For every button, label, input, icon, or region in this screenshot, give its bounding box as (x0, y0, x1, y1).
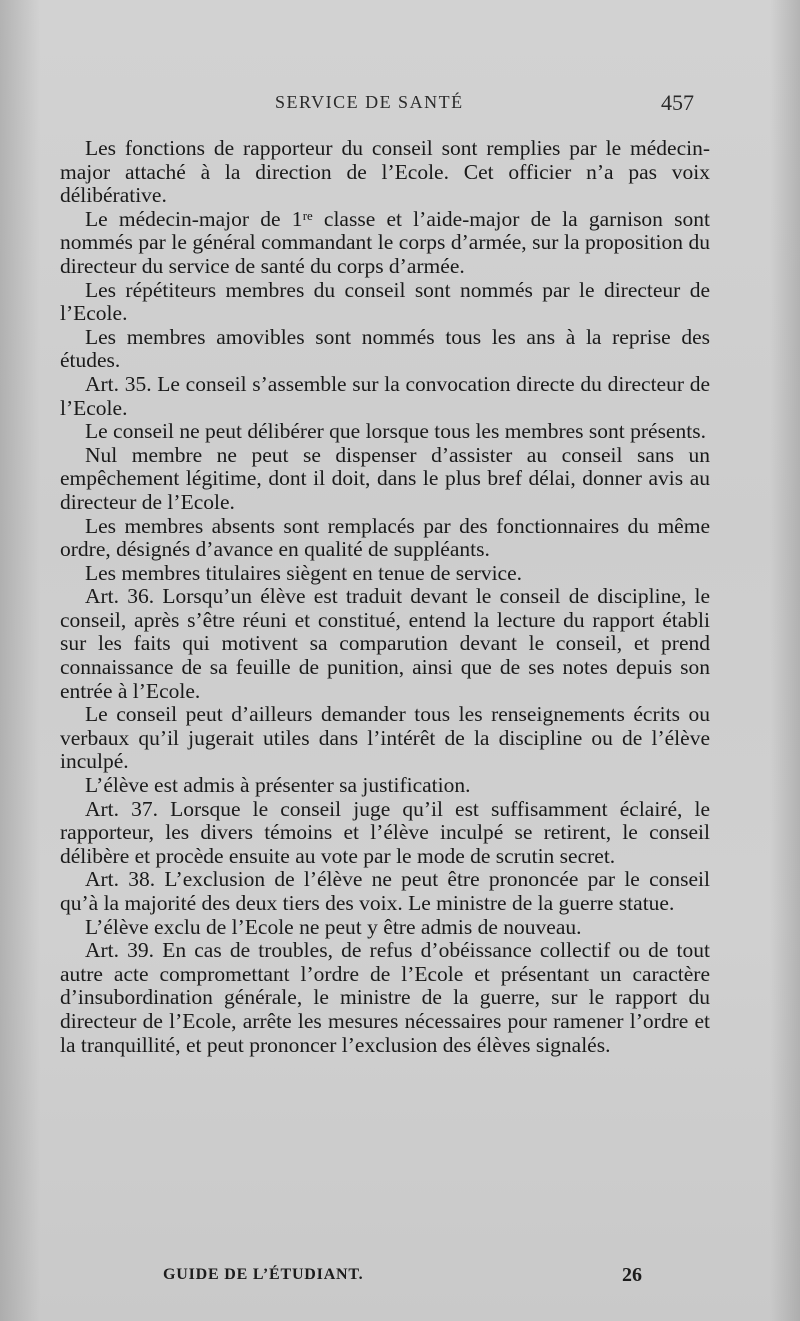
footer-book-title: GUIDE DE L’ÉTUDIANT. (163, 1266, 364, 1283)
running-header (0, 92, 800, 122)
paragraph: Les répétiteurs membres du conseil sont nommés par le directeur de l’Ecole. (60, 277, 710, 326)
paragraph: Le conseil peut d’ailleurs demander tous les renseignements écrits ou verbaux qu’il jugerait utiles dans l’intérêt de la discipline ou de l’élève inculpé. (60, 702, 710, 774)
paragraph: Le conseil ne peut délibérer que lorsque tous les membres sont présents. (85, 419, 706, 444)
paragraph: L’élève est admis à présenter sa justification. (85, 773, 471, 798)
paragraph: Les membres amovibles sont nommés tous les ans à la reprise des études. (60, 324, 710, 373)
page-edge-shadow-right (770, 0, 800, 1321)
body-text (60, 137, 710, 1057)
paragraph: Les membres titulaires siègent en tenue de service. (85, 560, 523, 585)
signature-mark: 26 (622, 1264, 642, 1286)
paragraph: L’élève exclu de l’Ecole ne peut y être admis de nouveau. (85, 914, 582, 939)
paragraph: Art. 36. Lorsqu’un élève est traduit devant le conseil de discipline, le conseil, après s’être réuni et constitué, entend la lecture du rapport établi sur les faits qui motivent sa comparution devant le conseil, et prend connaissance de sa feuille de punition, ainsi que de ses notes depuis son entrée à l’Ecole. (60, 584, 710, 703)
paragraph: Les fonctions de rapporteur du conseil sont remplies par le médecin-major attaché à la direction de l’Ecole. Cet officier n’a pas voix délibérative. (60, 136, 710, 208)
page-number: 457 (661, 90, 694, 115)
paragraph: Art. 35. Le conseil s’assemble sur la convocation directe du directeur de l’Ecole. (60, 371, 710, 420)
paragraph: Art. 37. Lorsque le conseil juge qu’il est suffisamment éclairé, le rapporteur, les divers témoins et l’élève inculpé se retirent, le conseil délibère et procède ensuite au vote par le mode de scrutin secret. (60, 796, 710, 868)
paragraph: Le médecin-major de 1ʳᵉ classe et l’aide-major de la garnison sont nommés par le général commandant le corps d’armée, sur la proposition du directeur du service de santé du corps d’armée. (60, 206, 710, 278)
running-title: SERVICE DE SANTÉ (275, 92, 464, 112)
paragraph: Nul membre ne peut se dispenser d’assister au conseil sans un empêchement légitime, dont il doit, dans le plus bref délai, donner avis au directeur de l’Ecole. (60, 442, 710, 514)
paragraph: Art. 38. L’exclusion de l’élève ne peut être prononcée par le conseil qu’à la majorité des deux tiers des voix. Le ministre de la guerre statue. (60, 867, 710, 915)
paragraph: Art. 39. En cas de troubles, de refus d’obéissance collectif ou de tout autre acte compromettant l’ordre de l’Ecole et présentant un caractère d’insubordination générale, le ministre de la guerre, sur le rapport du directeur de l’Ecole, arrête les mesures nécessaires pour ramener l’ordre et la tranquillité, et peut prononcer l’exclusion des élèves signalés. (60, 938, 710, 1057)
page-footer (0, 1264, 800, 1294)
paragraph: Les membres absents sont remplacés par des fonctionnaires du même ordre, désignés d’avance en qualité de suppléants. (60, 513, 710, 562)
page-edge-shadow-left (0, 0, 40, 1321)
